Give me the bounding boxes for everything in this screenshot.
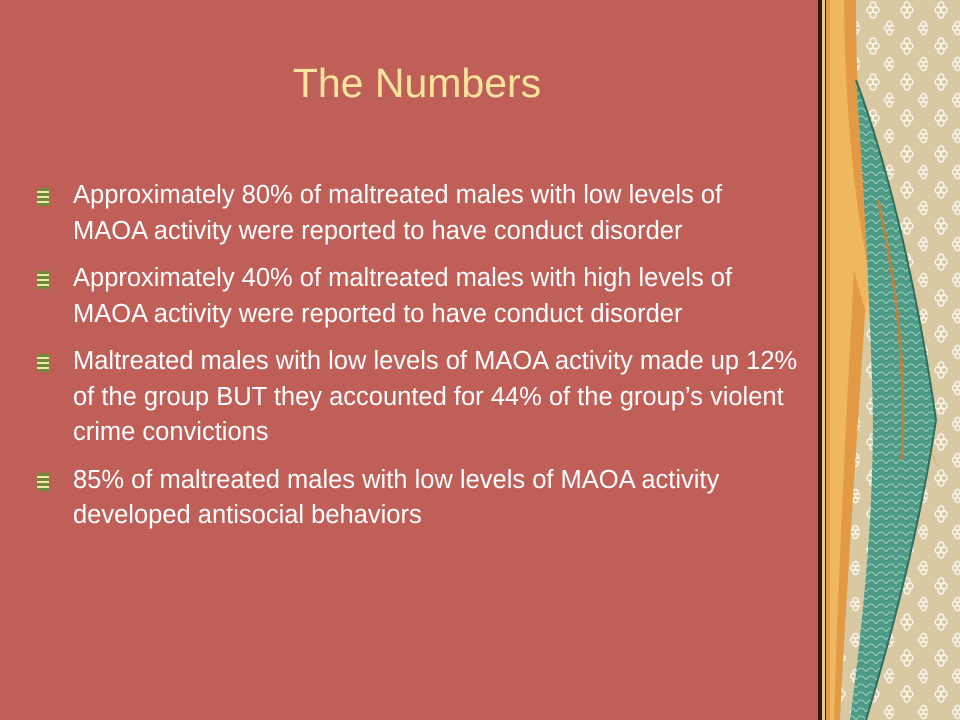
striped-bar-bullet-icon bbox=[37, 188, 49, 206]
striped-bar-bullet-icon bbox=[37, 473, 49, 491]
bullet-item bbox=[32, 463, 802, 534]
bullet-item bbox=[32, 261, 802, 332]
striped-bar-bullet-icon bbox=[37, 354, 49, 372]
bullet-item bbox=[32, 178, 802, 249]
floral-pattern-panel bbox=[826, 0, 960, 720]
striped-bar-bullet-icon bbox=[37, 271, 49, 289]
slide-title: The Numbers bbox=[292, 60, 542, 106]
bullet-text: Approximately 40% of maltreated males with high levels of MAOA activity were reported to have conduct disorder bbox=[73, 264, 733, 328]
bullet-list bbox=[32, 178, 802, 546]
bullet-text: Maltreated males with low levels of MAOA activity made up 12% of the group BUT they accounted for 44% of the group’s violent crime convictions bbox=[73, 347, 798, 446]
bullet-text: Approximately 80% of maltreated males with low levels of MAOA activity were reported to have conduct disorder bbox=[73, 181, 723, 245]
bullet-item bbox=[32, 344, 802, 451]
bullet-text: 85% of maltreated males with low levels of MAOA activity developed antisocial behaviors bbox=[73, 465, 720, 529]
